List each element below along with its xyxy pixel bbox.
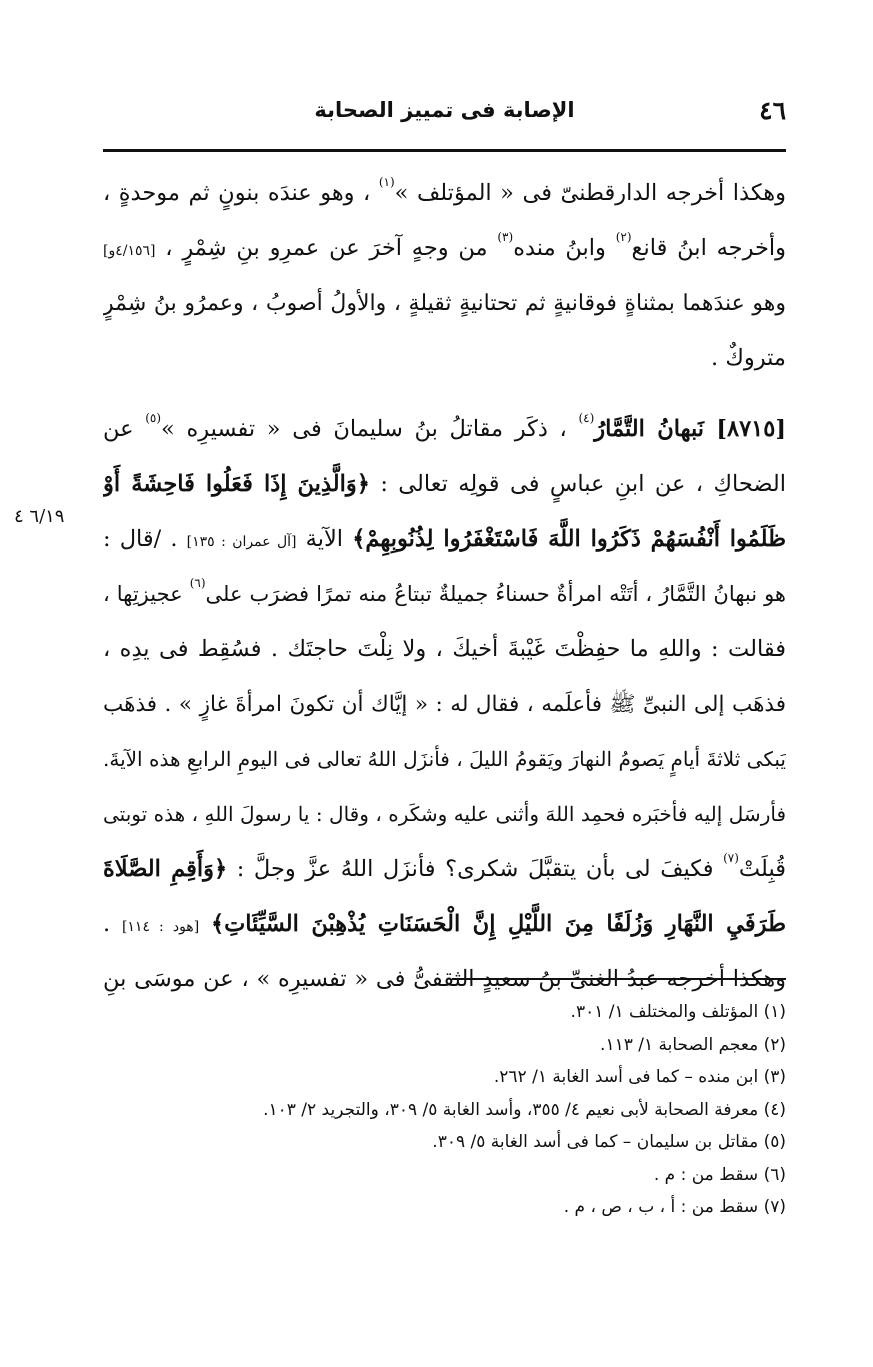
footnote: (٥) مقاتل بن سليمان – كما فى أسد الغابة ٥/ ٣٠٩. [432,1132,786,1152]
footnote: (١) المؤتلف والمختلف ١/ ٣٠١. [570,1002,786,1022]
page-number: ٤٦ [759,96,786,125]
footnote: (٣) ابن منده – كما فى أسد الغابة ١/ ٢٦٢. [493,1067,786,1087]
footnote-mark: (٢) [615,230,632,244]
entry-heading-line: [٨٧١٥] نَبهانُ التَّمَّارُ$^{(٤)}$ ، ذكَر مقاتلُ بنُ سليمانَ فى « تفسيرِه »$^{(٥)}$ عن [103,411,786,442]
footnotes [103,996,786,1224]
text-line: متروكٌ . [711,345,786,371]
text-line: قُبِلَتْ$^{(٧)}$ فكيفَ لى بأن يتقبَّلَ شكرى؟ فأنزَل اللهُ عزَّ وجلَّ : ﴿وَأَقِمِ الصَّلَاةَ [103,851,786,882]
text-line: هو نبهانُ التَّمَّارُ ، أتَتْه امرأةٌ حسناءُ جميلةٌ تبتاعُ منه تمرًا فضرَب على$^{(٦)}$ عجيزتِها ، [103,576,786,606]
quran-verse: ﴿وَالَّذِينَ إِذَا فَعَلُوا فَاحِشَةً أَوْ [103,471,370,497]
text-line: فذهَب إلى النبىِّ ﷺ فأعلَمه ، فقال له : « إيَّاك أن تكونَ امرأةَ غازٍ » . فذهَب [103,692,786,717]
manuscript-ref: [٤/١٥٦و] [103,243,156,259]
footnote: (٦) سقط من : م . [653,1164,786,1185]
footnote-mark: (١) [378,175,395,189]
text-line: طَرَفَيِ النَّهَارِ وَزُلَفًا مِنَ اللَّيْلِ إِنَّ الْحَسَنَاتِ يُذْهِبْنَ السَّيِّئَاتِ﴾ [هود : ١١٤] . [103,911,786,937]
footnote: (٢) معجم الصحابة ١/ ١١٣. [600,1034,786,1055]
verse-ref: [هود : ١١٤] [121,919,200,935]
running-title: الإصابة فى تمييز الصحابة [314,98,575,122]
text-line: فقالت : واللهِ ما حفِظْتَ غَيْبةَ أخيكَ ، ولا نِلْتَ حاجتَك . فسُقِط فى يدِه ، [103,636,786,662]
footnote-mark: (٦) [189,576,206,590]
footnote: (٤) معرفة الصحابة لأبى نعيم ٤/ ٣٥٥، وأسد الغابة ٥/ ٣٠٩، والتجريد ٢/ ١٠٣. [263,1099,786,1120]
text-line: وهو عندَهما بمثناةٍ فوقانيةٍ ثم تحتانيةٍ ثقيلةٍ ، والأولُ أصوبُ ، وعمرُو بنُ شِمْرٍ [103,291,786,316]
footnote-mark: (٥) [145,411,162,425]
quran-verse: طَرَفَيِ النَّهَارِ وَزُلَفًا مِنَ اللَّيْلِ إِنَّ الْحَسَنَاتِ يُذْهِبْنَ السَّيِّئَاتِ﴾ [210,911,786,937]
text-line: ظَلَمُوا أَنْفُسَهُمْ ذَكَرُوا اللَّهَ فَاسْتَغْفَرُوا لِذُنُوبِهِمْ﴾ الآية [آل عمران : ١٣٥] . /قال : [103,526,786,552]
paragraph-gap [103,386,786,402]
footnote-mark: (٣) [497,230,514,244]
text-line: الضحاكِ ، عن ابنِ عباسٍ فى قولِه تعالى : ﴿وَالَّذِينَ إِذَا فَعَلُوا فَاحِشَةً أَوْ [103,471,786,497]
entry-heading: [٨٧١٥] نَبهانُ التَّمَّارُ [594,416,786,442]
text-line: يَبكى ثلاثةَ أيامٍ يَصومُ النهارَ ويَقومُ الليلَ ، فأنزَل اللهُ تعالى فى اليومِ الرابعِ هذه الآيةَ. [103,747,786,771]
footnote: (٧) سقط من : أ ، ب ، ص ، م . [563,1197,786,1217]
verse-ref: [آل عمران : ١٣٥] [186,534,297,550]
quran-verse: ﴿وَأَقِمِ الصَّلَاةَ [103,856,228,882]
footnote-mark: (٧) [723,851,739,865]
footnote-mark: (٤) [578,411,595,425]
body-text [103,166,786,1007]
text-line: وهكذا أخرجه الدارقطنىّ فى « المؤتلف »$^{(١)}$ ، وهو عندَه بنونٍ ثم موحدةٍ ، [103,175,786,206]
text-line: فأرسَل إليه فأخبَره فحمِد اللهَ وأثنى عليه وشكَره ، وقال : يا رسولَ اللهِ ، هذه توبتى [103,802,786,826]
margin-note: ٦/١٩ ٤ [14,506,65,527]
header-rule [103,149,786,152]
page-header [103,96,786,136]
footnote-rule [452,978,786,980]
quran-verse: ظَلَمُوا أَنْفُسَهُمْ ذَكَرُوا اللَّهَ فَاسْتَغْفَرُوا لِذُنُوبِهِمْ﴾ [352,526,786,552]
text-line: وهكذا أخرجه عبدُ الغنىِّ بنُ سعيدٍ الثقفىُّ فى « تفسيرِه » ، عن موسَى بنِ [103,966,786,992]
text-line: وأخرجه ابنُ قانع$^{(٢)}$ وابنُ منده$^{(٣)}$ من وجهٍ آخرَ عن عمرِو بنِ شِمْرٍ ، [٤/١٥٦و] [103,230,786,261]
